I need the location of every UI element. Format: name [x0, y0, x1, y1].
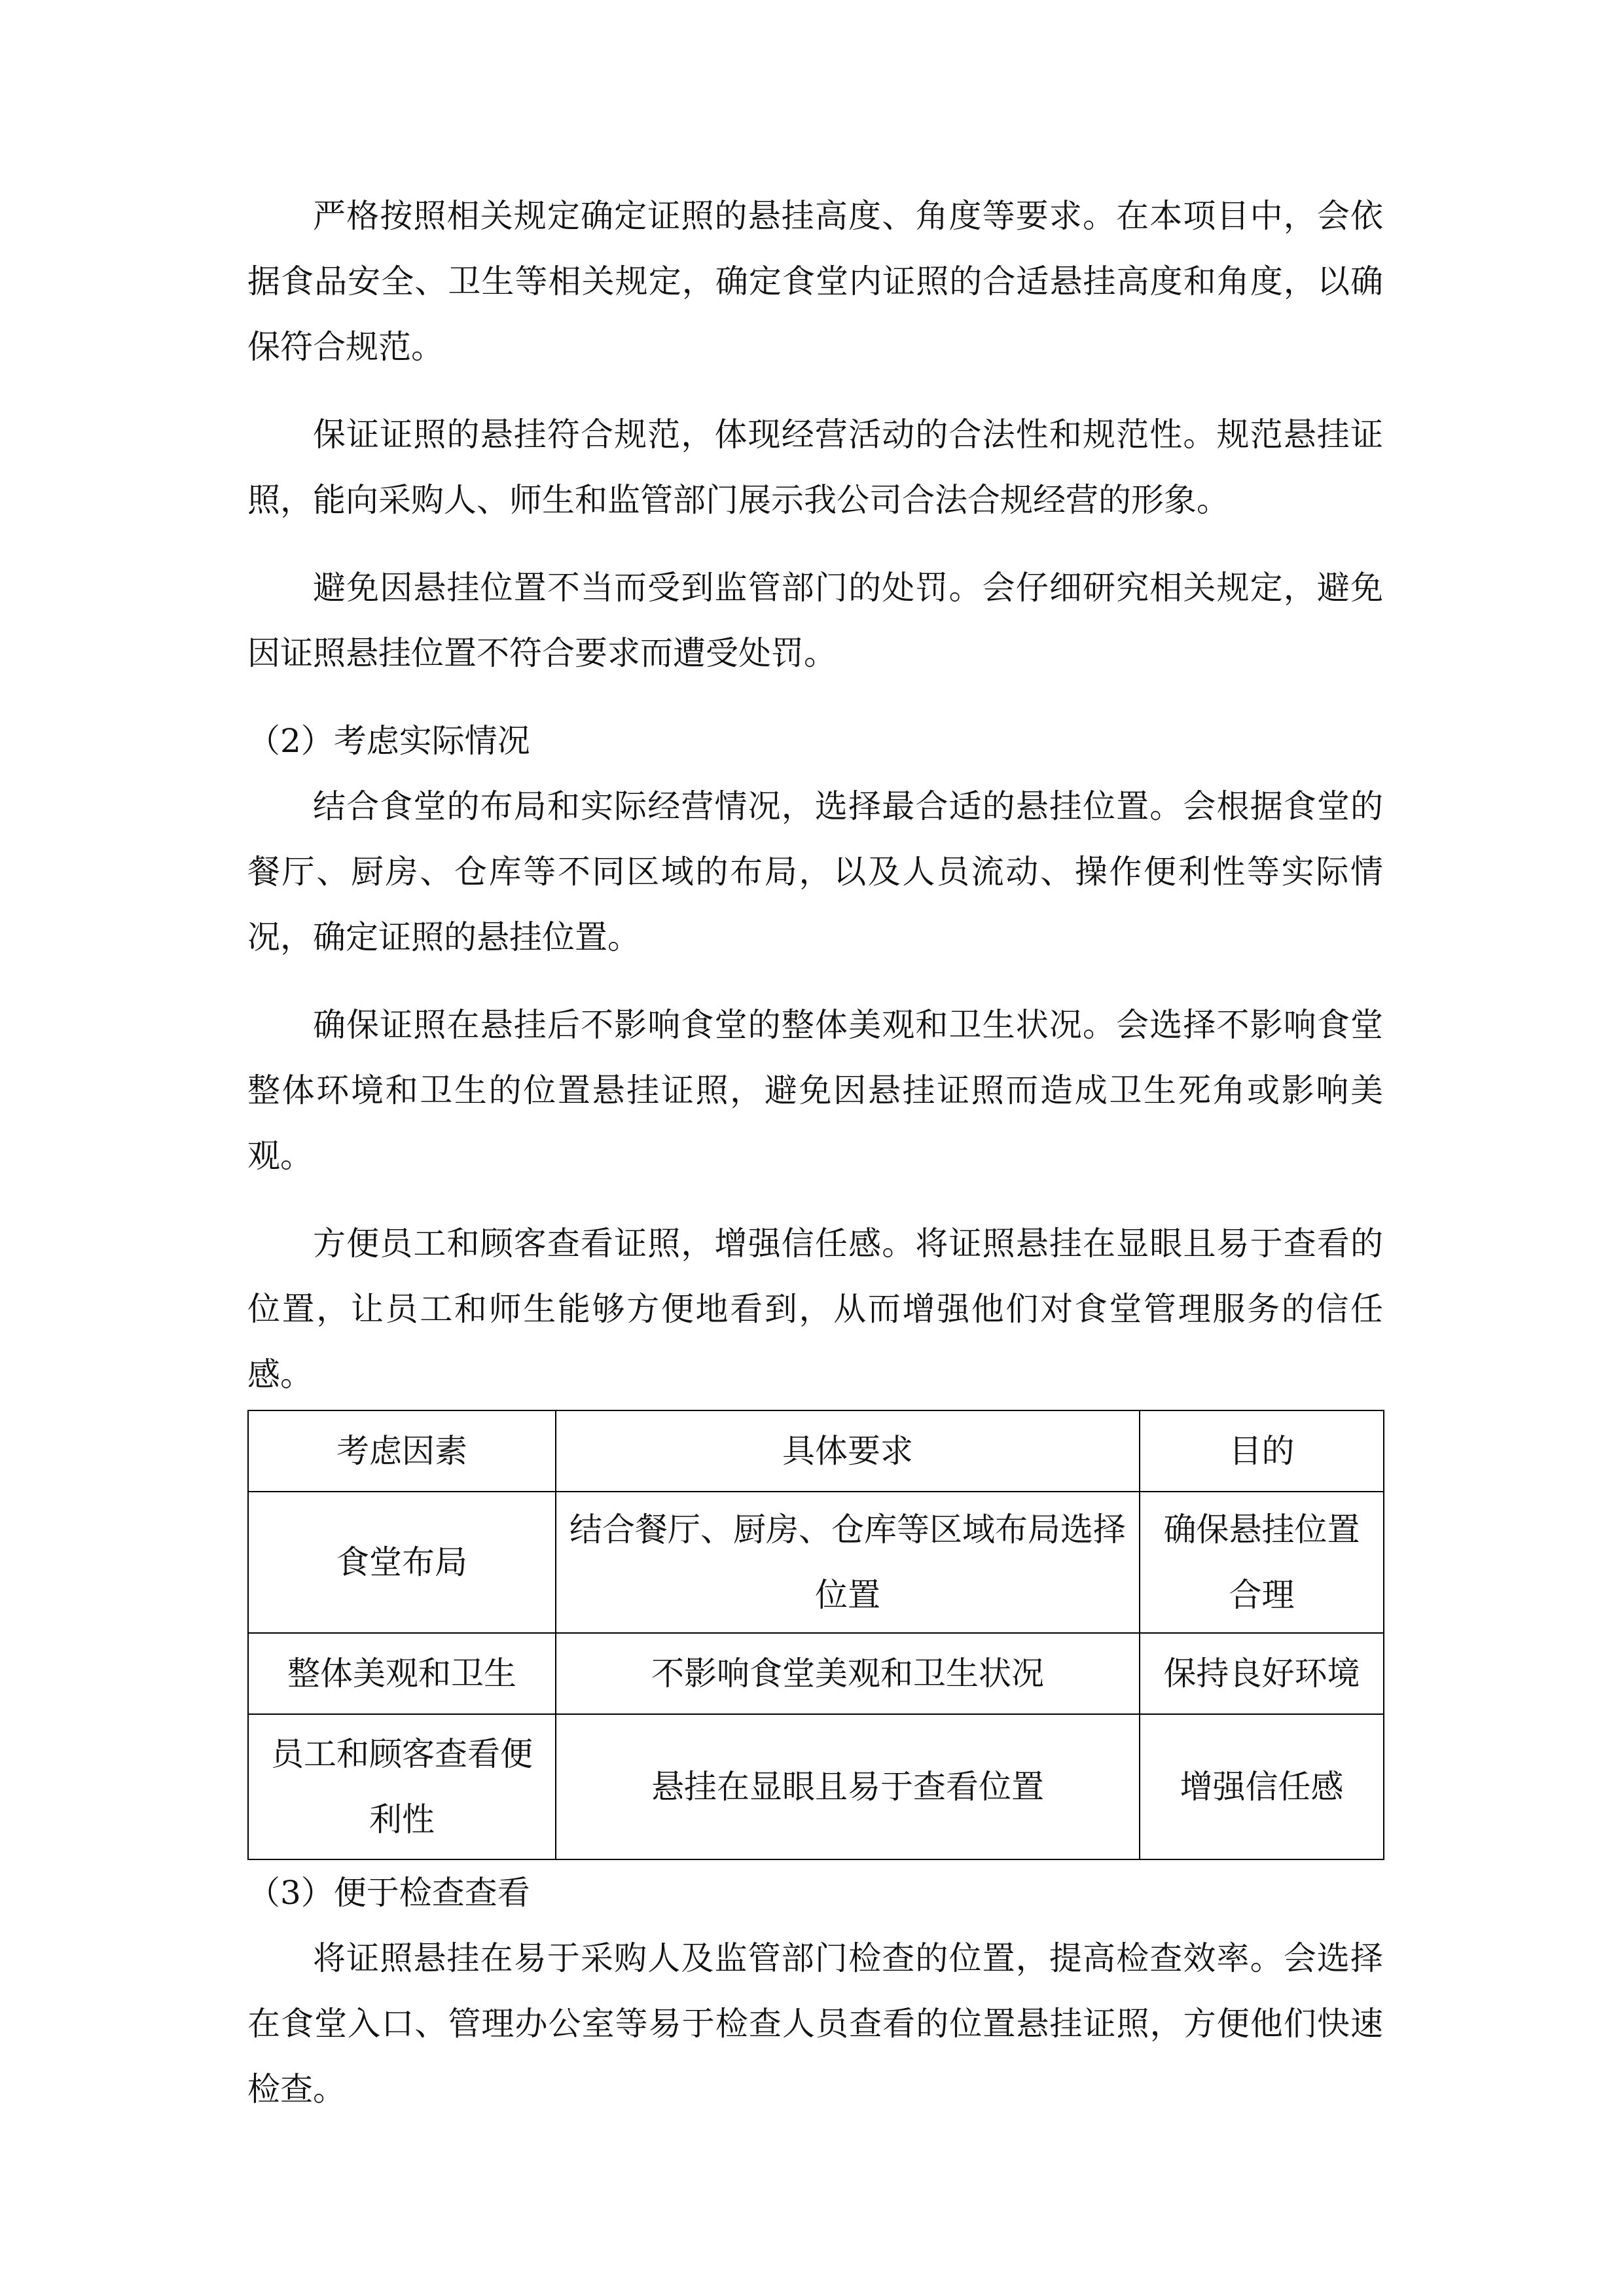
paragraph: 方便员工和顾客查看证照，增强信任感。将证照悬挂在显眼且易于查看的位置，让员工和师生能够方便地看到，从而增强他们对食堂管理服务的信任感。: [247, 1225, 1383, 1393]
table-cell: 保持良好环境: [1140, 1633, 1384, 1714]
considerations-table: [247, 1410, 1384, 1860]
table-cell: 结合餐厅、厨房、仓库等区域布局选择位置: [556, 1492, 1140, 1633]
table-cell: 整体美观和卫生: [248, 1633, 556, 1714]
paragraph: 严格按照相关规定确定证照的悬挂高度、角度等要求。在本项目中，会依据食品安全、卫生等相关规定，确定食堂内证照的合适悬挂高度和角度，以确保符合规范。: [247, 197, 1383, 366]
table-cell: 增强信任感: [1140, 1714, 1384, 1859]
table-header-cell: 具体要求: [556, 1410, 1140, 1492]
paragraph: 将证照悬挂在易于采购人及监管部门检查的位置，提高检查效率。会选择在食堂入口、管理办公室等易于检查人员查看的位置悬挂证照，方便他们快速检查。: [247, 1939, 1383, 2108]
table-row: [248, 1492, 1384, 1633]
table-cell: 悬挂在显眼且易于查看位置: [556, 1714, 1140, 1859]
paragraph: 保证证照的悬挂符合规范，体现经营活动的合法性和规范性。规范悬挂证照，能向采购人、师生和监管部门展示我公司合法合规经营的形象。: [247, 416, 1383, 519]
table-row: [248, 1714, 1384, 1859]
table-row: [248, 1633, 1384, 1714]
paragraph: 确保证照在悬挂后不影响食堂的整体美观和卫生状况。会选择不影响食堂整体环境和卫生的位置悬挂证照，避免因悬挂证照而造成卫生死角或影响美观。: [247, 1006, 1383, 1175]
table-cell: 员工和顾客查看便利性: [248, 1714, 556, 1859]
paragraph: 结合食堂的布局和实际经营情况，选择最合适的悬挂位置。会根据食堂的餐厅、厨房、仓库等不同区域的布局，以及人员流动、操作便利性等实际情况，确定证照的悬挂位置。: [247, 787, 1383, 956]
document-body: [247, 183, 1383, 2144]
table-header-cell: 考虑因素: [248, 1410, 556, 1492]
table-cell: 食堂布局: [248, 1492, 556, 1633]
section-heading-2: （2）考虑实际情况: [247, 722, 530, 760]
section-heading-3: （3）便于检查查看: [247, 1874, 530, 1912]
table-cell: 确保悬挂位置合理: [1140, 1492, 1384, 1633]
paragraph: 避免因悬挂位置不当而受到监管部门的处罚。会仔细研究相关规定，避免因证照悬挂位置不符合要求而遭受处罚。: [247, 569, 1383, 672]
table-header-cell: 目的: [1140, 1410, 1384, 1492]
table-cell: 不影响食堂美观和卫生状况: [556, 1633, 1140, 1714]
table-header-row: [248, 1410, 1384, 1492]
